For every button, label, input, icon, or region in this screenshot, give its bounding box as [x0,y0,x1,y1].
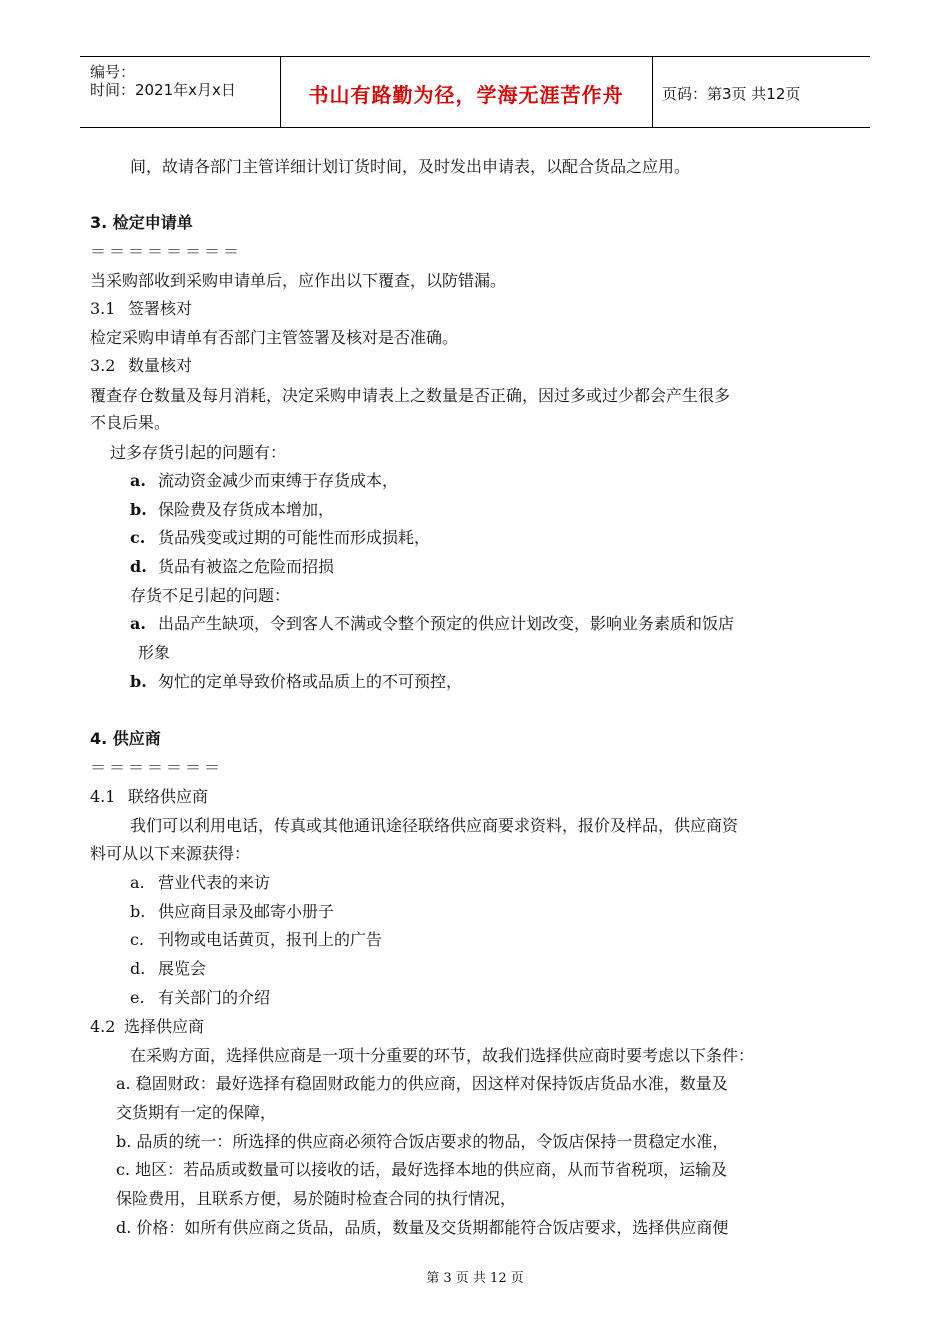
list-text: 出品产生缺项，令到客人不满或令整个预定的供应计划改变，影响业务素质和饭店 [158,614,735,633]
list-item [130,471,398,491]
list-text: 匆忙的定单导致价格或品质上的不可预控， [158,672,463,691]
paragraph-line: 检定采购申请单有否部门主管签署及核对是否准确。 [90,328,459,347]
condition-item-continuation: 交货期有一定的保障， [116,1103,277,1122]
condition-item: d. 价格：如所有供应商之货品，品质，数量及交货期都能符合饭店要求，选择供应商便 [116,1218,729,1237]
list-marker: a. [130,873,145,892]
document-time-label: 时间：2021年x月x日 [90,81,236,99]
condition-item-continuation: 保险费用，且联系方便，易於随时检查合同的执行情况， [116,1189,517,1208]
header-page-cell [652,57,870,127]
list-text: 营业代表的来访 [158,873,271,892]
section-heading-3: 3. 检定申请单 [90,213,193,232]
header-motto-cell [280,57,653,127]
section-separator: ＝＝＝＝＝＝＝＝ [90,242,243,261]
subheading-title: 联络供应商 [128,787,209,806]
paragraph-line: 不良后果。 [90,413,171,432]
section-heading-4: 4. 供应商 [90,729,161,748]
list-marker: a. [130,614,146,633]
list-marker: a. [130,471,146,490]
list-text: 货品残变或过期的可能性而形成损耗， [158,528,431,547]
list-item [130,873,270,893]
subheading-4-1 [90,787,208,807]
list-marker: d. [130,557,147,576]
header-info-cell [80,57,281,127]
paragraph-line: 间，故请各部门主管详细计划订货时间，及时发出申请表，以配合货品之应用。 [130,157,691,176]
list-text: 货品有被盗之危险而招损 [158,557,335,576]
list-marker: b. [130,500,147,519]
subheading-number: 4.1 [90,787,116,806]
list-item [130,528,430,548]
paragraph-line: 在采购方面，选择供应商是一项十分重要的环节，故我们选择供应商时要考虑以下条件： [130,1046,755,1065]
list-marker: e. [130,988,145,1007]
paragraph-line: 过多存货引起的问题有： [110,443,287,462]
list-item-continuation: 形象 [138,643,171,662]
subheading-number: 3.1 [90,299,116,318]
list-item [130,930,382,950]
list-text: 供应商目录及邮寄小册子 [158,902,335,921]
subheading-3-1 [90,299,192,319]
list-marker: b. [130,672,147,691]
subheading-4-2 [90,1017,204,1037]
condition-item: a. 稳固财政：最好选择有稳固财政能力的供应商，因这样对保持饭店货品水准，数量及 [116,1074,728,1093]
list-item [130,672,462,692]
condition-item: c. 地区：若品质或数量可以接收的话，最好选择本地的供应商，从而节省税项，运输及 [116,1160,728,1179]
document-number-label: 编号： [90,63,136,81]
condition-item: b. 品质的统一：所选择的供应商必须符合饭店要求的物品，令饭店保持一贯稳定水准， [116,1132,729,1151]
page-footer: 第 3 页 共 12 页 [426,1271,524,1286]
paragraph-line: 我们可以利用电话，传真或其他通讯途径联络供应商要求资料，报价及样品，供应商资 [130,816,739,835]
subheading-title: 选择供应商 [124,1017,205,1036]
list-item [130,614,734,634]
list-item [130,959,206,979]
subheading-title: 签署核对 [128,299,193,318]
paragraph-line: 存货不足引起的问题： [130,586,291,605]
list-text: 刊物或电话黄页，报刊上的广告 [158,930,383,949]
list-marker: c. [130,930,145,949]
list-text: 展览会 [158,959,207,978]
list-item [130,902,334,922]
list-marker: d. [130,959,146,978]
motto-text: 书山有路勤为径，学海无涯苦作舟 [308,83,624,107]
list-item [130,988,270,1008]
list-text: 保险费及存货成本增加， [158,500,335,519]
subheading-title: 数量核对 [128,356,193,375]
header-page-number: 页码：第3页 共12页 [662,85,801,103]
list-text: 有关部门的介绍 [158,988,271,1007]
paragraph-line: 当采购部收到采购申请单后，应作出以下覆查，以防错漏。 [90,271,507,290]
list-marker: c. [130,528,146,547]
list-item [130,500,334,520]
subheading-number: 4.2 [90,1017,116,1036]
subheading-number: 3.2 [90,356,116,375]
list-marker: b. [130,902,146,921]
list-item [130,557,334,577]
list-text: 流动资金减少而束缚于存货成本， [158,471,399,490]
paragraph-line: 覆查存仓数量及每月消耗，决定采购申请表上之数量是否正确，因过多或过少都会产生很多 [90,386,731,405]
document-header [80,56,870,128]
subheading-3-2 [90,356,192,376]
paragraph-line: 料可从以下来源获得： [90,844,251,863]
section-separator: ＝＝＝＝＝＝＝ [90,758,224,777]
